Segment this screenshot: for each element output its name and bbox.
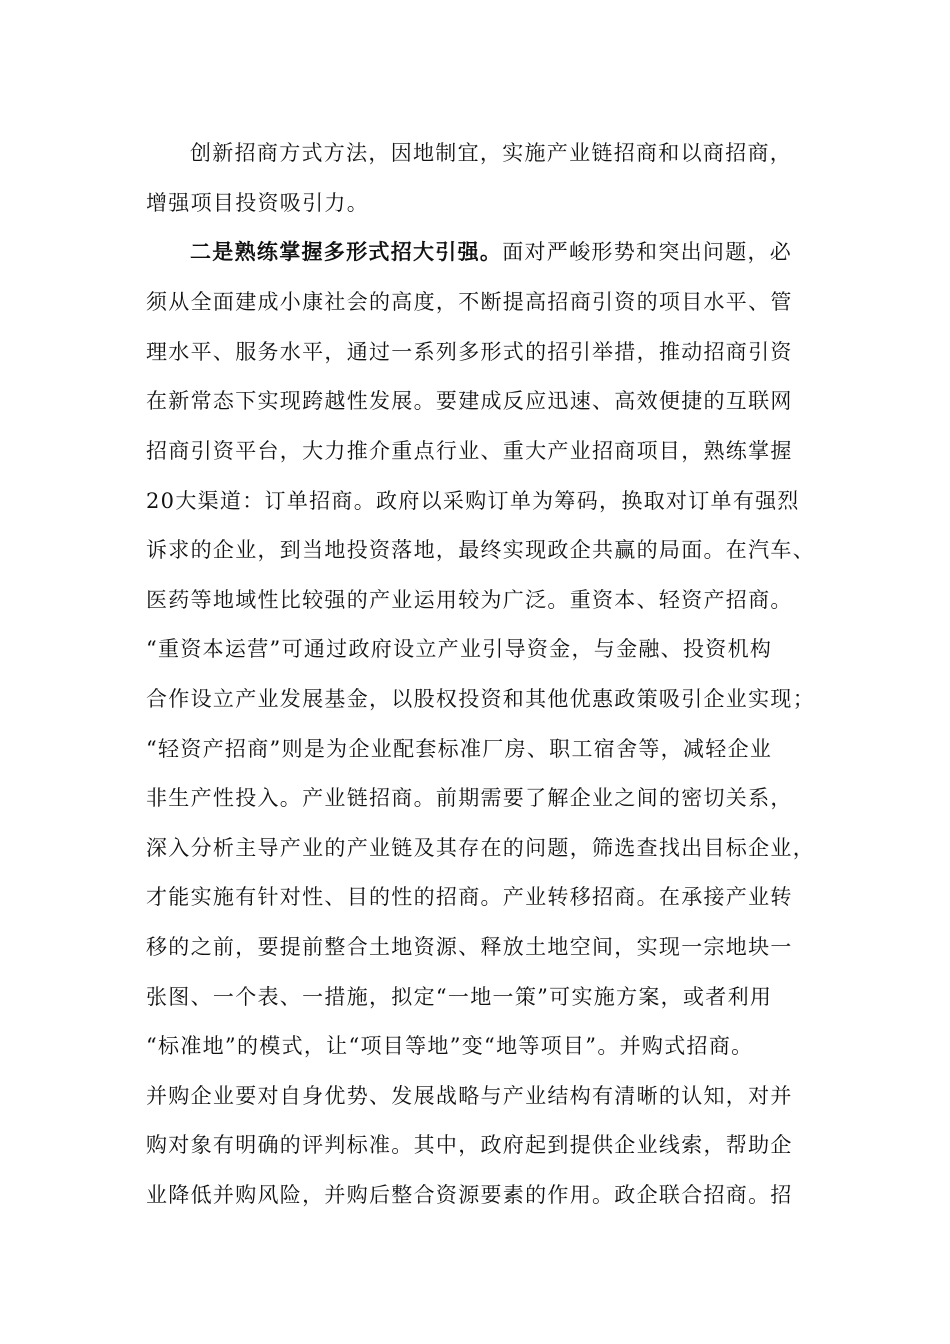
text-line: 张图、一个表、一措施，拟定“一地一策”可实施方案，或者利用	[146, 985, 773, 1009]
text-line: 深入分析主导产业的产业链及其存在的问题，筛选查找出目标企业，	[146, 836, 815, 860]
text-line: 非生产性投入。产业链招商。前期需要了解企业之间的密切关系，	[146, 786, 793, 810]
text-line: 在新常态下实现跨越性发展。要建成反应迅速、高效便捷的互联网	[146, 389, 793, 413]
paragraph-heading: 二是熟练掌握多形式招大引强。	[190, 240, 503, 264]
text-line: “轻资产招商”则是为企业配套标准厂房、职工宿舍等，减轻企业	[146, 737, 773, 761]
text-line: 合作设立产业发展基金，以股权投资和其他优惠政策吸引企业实现；	[146, 687, 815, 711]
text-segment: 面对严峻形势和突出问题，必	[502, 240, 793, 264]
text-line: “标准地”的模式，让“项目等地”变“地等项目”。并购式招商。	[146, 1034, 754, 1058]
text-line: 移的之前，要提前整合土地资源、释放土地空间，实现一宗地块一	[146, 935, 793, 959]
text-line: 须从全面建成小康社会的高度，不断提高招商引资的项目水平、管	[146, 290, 793, 314]
text-line: 20大渠道：订单招商。政府以采购订单为筹码，换取对订单有强烈	[146, 489, 800, 513]
text-line: 创新招商方式方法，因地制宜，实施产业链招商和以商招商，	[190, 141, 793, 165]
text-line: 并购企业要对自身优势、发展战略与产业结构有清晰的认知，对并	[146, 1084, 793, 1108]
text-line: 购对象有明确的评判标准。其中，政府起到提供企业线索，帮助企	[146, 1133, 793, 1157]
text-line: 诉求的企业，到当地投资落地，最终实现政企共赢的局面。在汽车、	[146, 538, 815, 562]
text-line: 才能实施有针对性、目的性的招商。产业转移招商。在承接产业转	[146, 885, 793, 909]
text-line: “重资本运营”可通过政府设立产业引导资金，与金融、投资机构	[146, 637, 773, 661]
text-line: 招商引资平台，大力推介重点行业、重大产业招商项目，熟练掌握	[146, 439, 793, 463]
text-line: 医药等地域性比较强的产业运用较为广泛。重资本、轻资产招商。	[146, 588, 793, 612]
paragraph-first-line	[190, 227, 836, 277]
text-line: 增强项目投资吸引力。	[146, 191, 369, 215]
text-line: 理水平、服务水平，通过一系列多形式的招引举措，推动招商引资	[146, 340, 793, 364]
text-line: 业降低并购风险，并购后整合资源要素的作用。政企联合招商。招	[146, 1183, 793, 1207]
